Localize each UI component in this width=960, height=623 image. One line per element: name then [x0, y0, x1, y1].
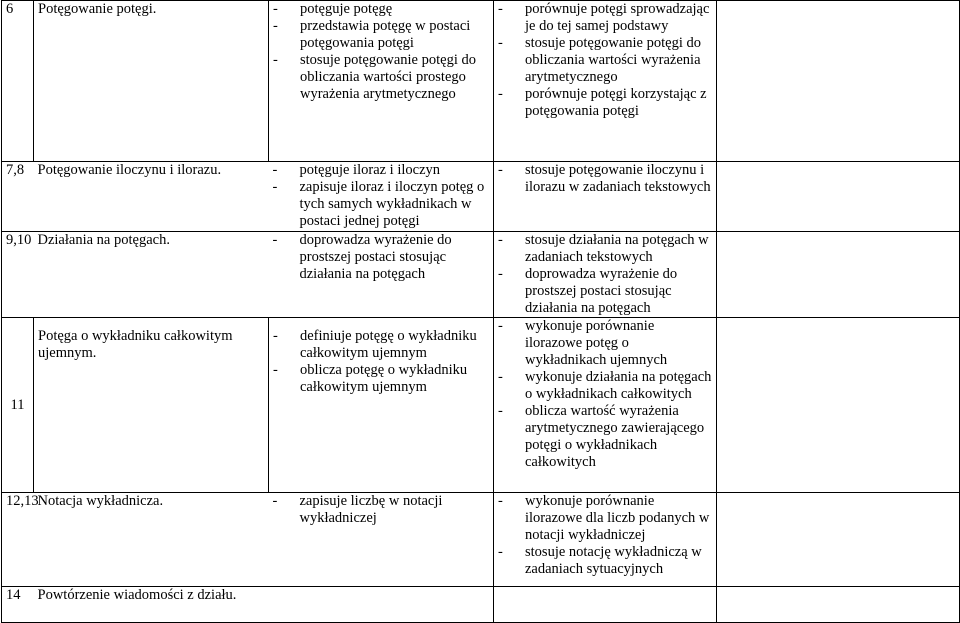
requirement-item: - potęguje iloraz i iloczyn [273, 162, 490, 179]
requirement-item: - stosuje potęgowanie iloczynu i ilorazu w zadaniach tekstowych [498, 162, 712, 196]
extended-requirements [494, 493, 717, 587]
requirement-item: - wykonuje porównanie ilorazowe potęg o wykładnikach ujemnych [498, 318, 712, 369]
requirement-item: - przedstawia potęgę w postaci potęgowania potęgi [273, 18, 489, 52]
lesson-topic: Notacja wykładnicza. [34, 493, 269, 587]
lesson-topic: Potęga o wykładniku całkowitym ujemnym. [34, 318, 269, 493]
lesson-number: 14 [2, 587, 34, 623]
extended-requirements [494, 1, 717, 162]
requirement-item: - stosuje potęgowanie potęgi do obliczania wartości prostego wyrażenia arytmetycznego [273, 52, 489, 103]
extended-requirements [494, 587, 717, 623]
lesson-topic: Potęgowanie potęgi. [34, 1, 269, 162]
requirement-item: - oblicza wartość wyrażenia arytmetycznego zawierającego potęgi o wykładnikach całkowitych [498, 403, 712, 471]
empty-cell [717, 232, 960, 318]
basic-requirements [269, 318, 494, 493]
requirement-item: - porównuje potęgi sprowadzając je do tej samej podstawy [498, 1, 712, 35]
basic-requirements [269, 493, 494, 587]
lesson-number: 9,10 [2, 232, 34, 318]
requirement-item: - oblicza potęgę o wykładniku całkowitym ujemnym [273, 362, 489, 396]
table-row [2, 493, 960, 587]
table-row [2, 587, 960, 623]
empty-cell [717, 1, 960, 162]
requirement-item: - stosuje notację wykładniczą w zadaniach sytuacyjnych [498, 544, 712, 578]
empty-cell [717, 587, 960, 623]
table-row [2, 162, 960, 232]
basic-requirements [269, 232, 494, 318]
table-row [2, 318, 960, 493]
lesson-number: 12,13 [2, 493, 34, 587]
table-row [2, 1, 960, 162]
requirement-item: - porównuje potęgi korzystając z potęgowania potęgi [498, 86, 712, 120]
lesson-number: 11 [2, 318, 34, 493]
basic-requirements [269, 162, 494, 232]
requirement-item: - definiuje potęgę o wykładniku całkowitym ujemnym [273, 328, 489, 362]
empty-cell [717, 318, 960, 493]
table-row [2, 232, 960, 318]
requirement-item: - potęguje potęgę [273, 1, 489, 18]
requirement-item: - wykonuje porównanie ilorazowe dla liczb podanych w notacji wykładniczej [498, 493, 712, 544]
requirement-item: - stosuje potęgowanie potęgi do obliczania wartości wyrażenia arytmetycznego [498, 35, 712, 86]
basic-requirements [269, 587, 494, 623]
basic-requirements [269, 1, 494, 162]
empty-cell [717, 493, 960, 587]
extended-requirements [494, 318, 717, 493]
extended-requirements [494, 232, 717, 318]
requirement-item: - stosuje działania na potęgach w zadaniach tekstowych [498, 232, 712, 266]
requirement-item: - doprowadza wyrażenie do prostszej postaci stosując działania na potęgach [498, 266, 712, 317]
lesson-topic: Potęgowanie iloczynu i ilorazu. [34, 162, 269, 232]
requirement-item: - zapisuje liczbę w notacji wykładniczej [273, 493, 490, 527]
extended-requirements [494, 162, 717, 232]
requirement-item: - zapisuje iloraz i iloczyn potęg o tych samych wykładnikach w postaci jednej potęgi [273, 179, 490, 230]
lesson-topic: Powtórzenie wiadomości z działu. [34, 587, 269, 623]
requirement-item: - wykonuje działania na potęgach o wykładnikach całkowitych [498, 369, 712, 403]
lesson-topic: Działania na potęgach. [34, 232, 269, 318]
empty-cell [717, 162, 960, 232]
lesson-number: 6 [2, 1, 34, 162]
lesson-number: 7,8 [2, 162, 34, 232]
requirement-item: - doprowadza wyrażenie do prostszej postaci stosując działania na potęgach [273, 232, 490, 283]
curriculum-table [1, 0, 960, 623]
